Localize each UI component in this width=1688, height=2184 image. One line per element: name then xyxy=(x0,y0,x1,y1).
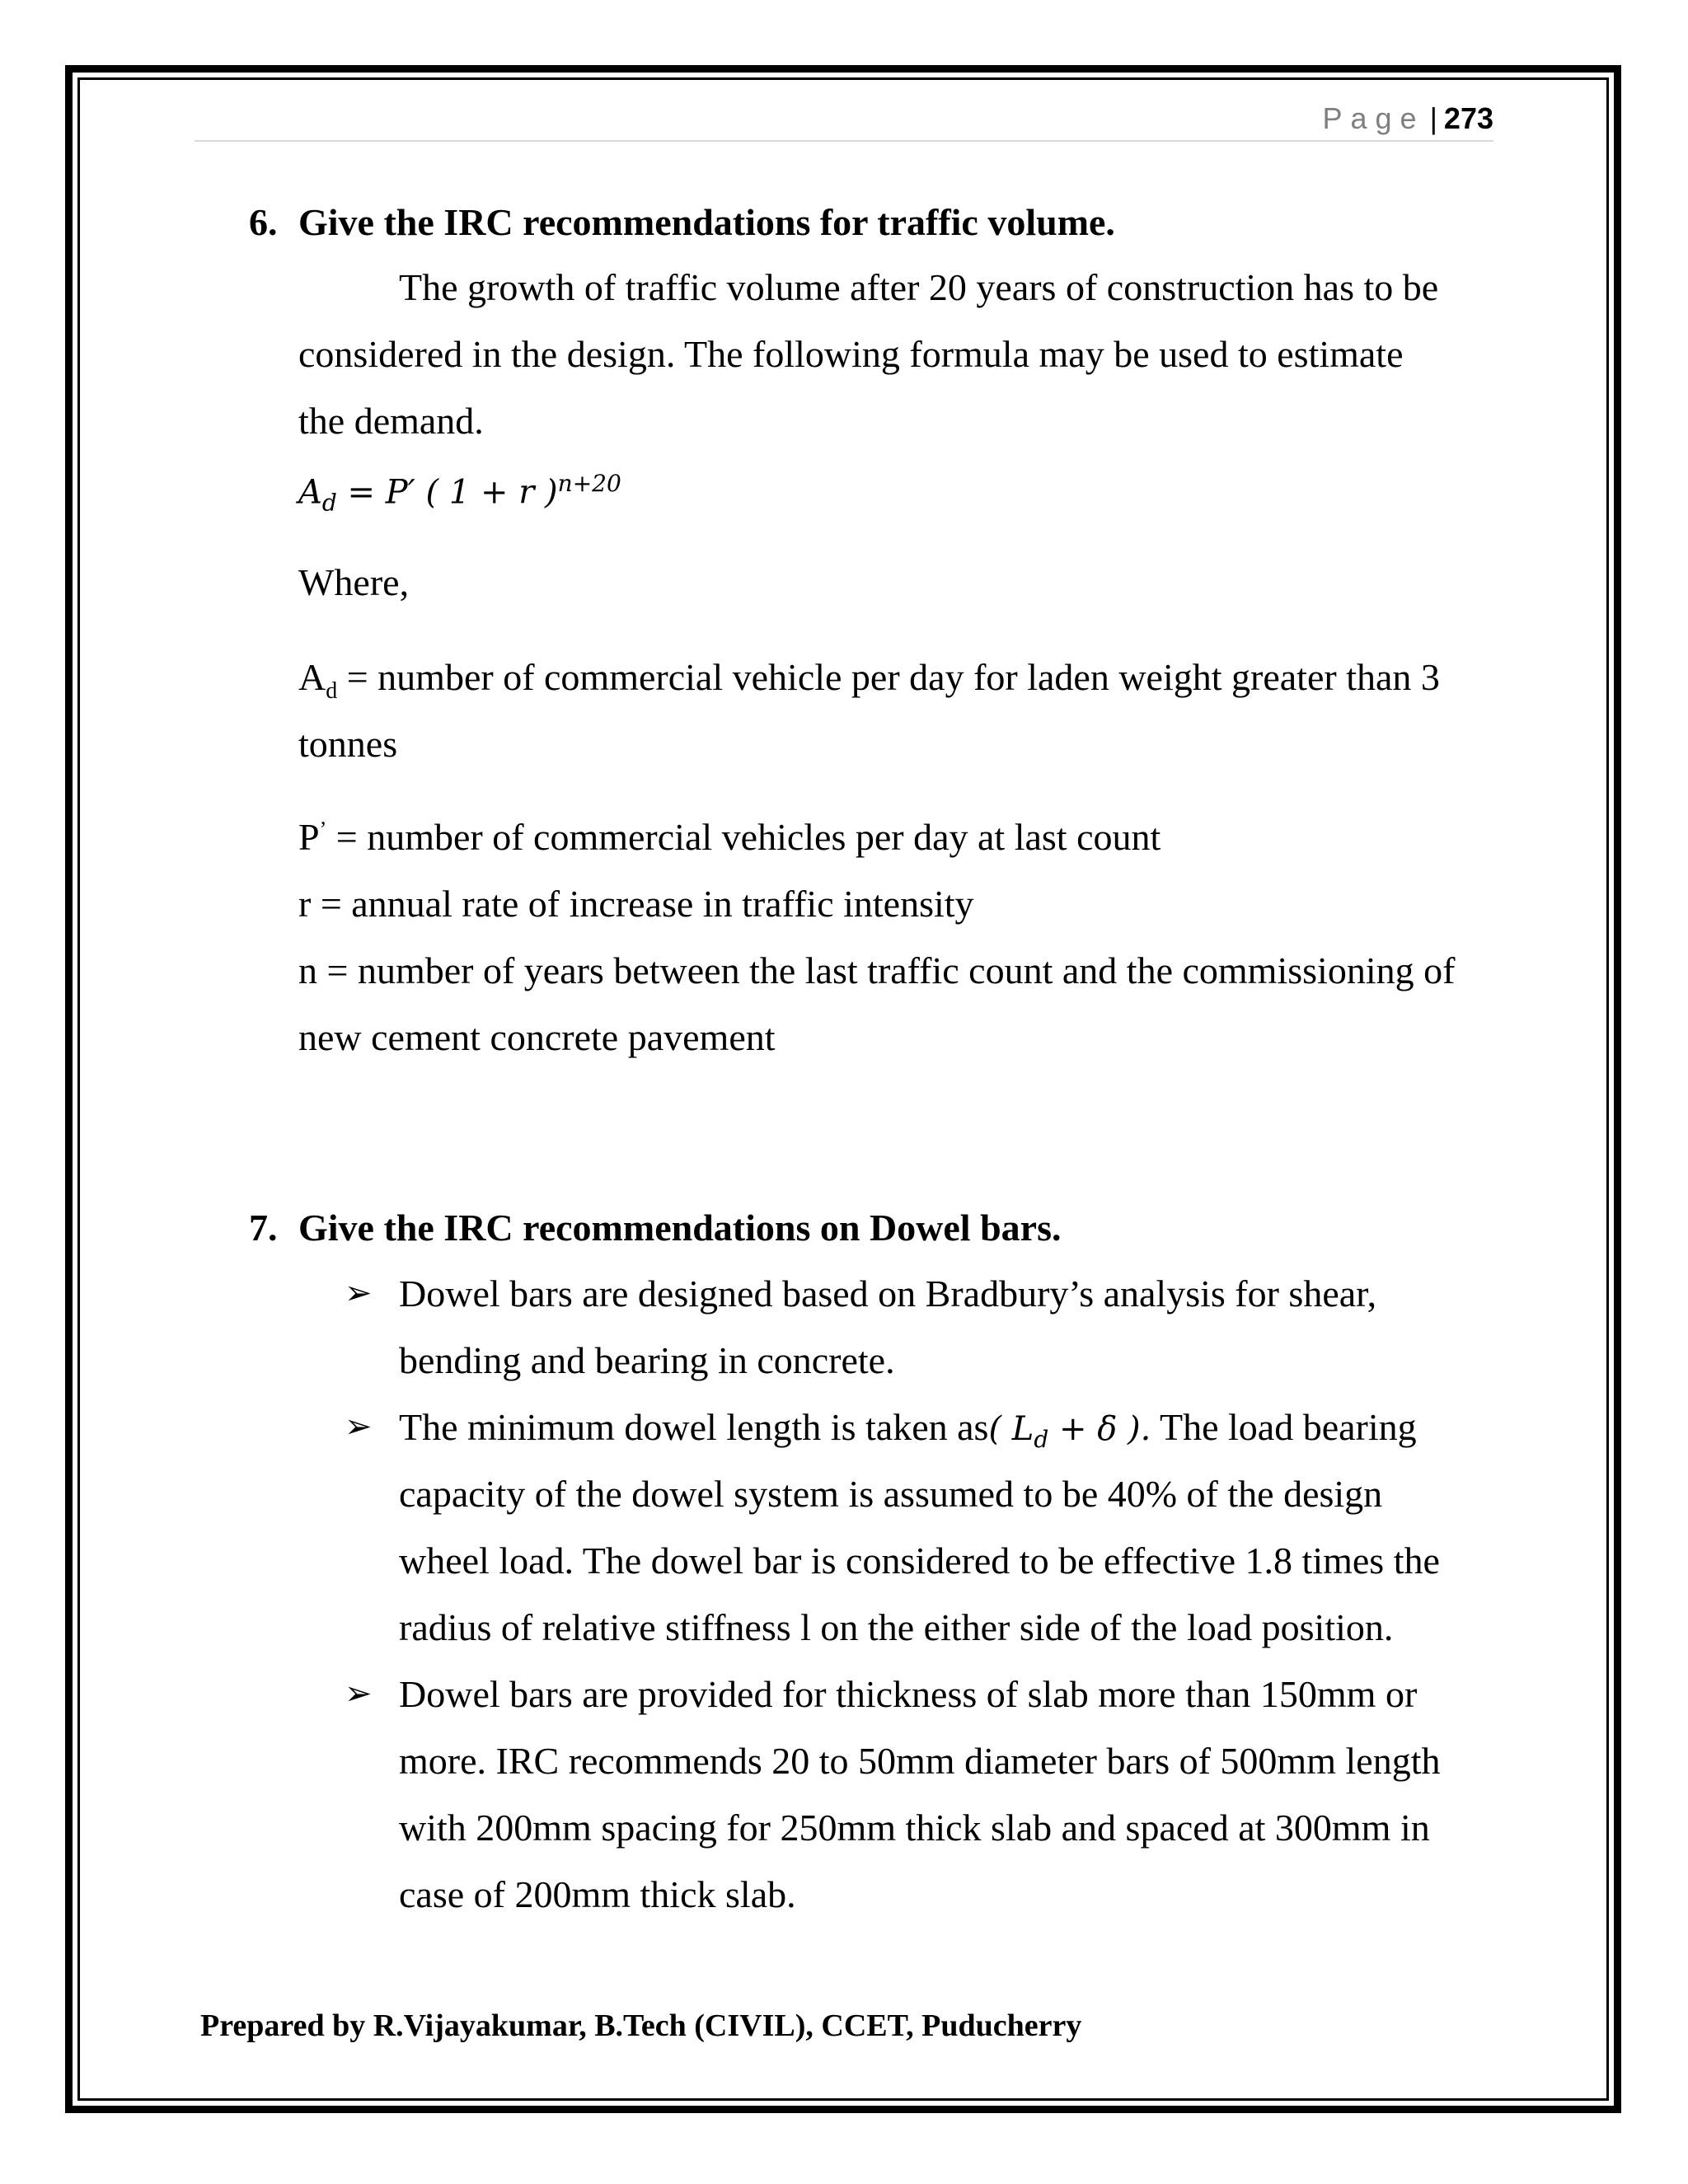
def-n-line-1: n = number of years between the last traffic count and the commissioning of xyxy=(298,949,1456,991)
question-7-number: 7. xyxy=(249,1207,278,1249)
formula-rhs-base: P′ ( 1 + r ) xyxy=(385,473,558,512)
bullet-2-line-3: wheel load. The dowel bar is considered to be effective 1.8 times the xyxy=(399,1540,1440,1582)
q6-paragraph-line-1: The growth of traffic volume after 20 years of construction has to be xyxy=(399,266,1439,308)
def-n-line-2: new cement concrete pavement xyxy=(298,1016,776,1058)
formula-lhs-subscript: d xyxy=(321,489,337,517)
question-7-title: Give the IRC recommendations on Dowel bars. xyxy=(298,1207,1062,1249)
dowel-formula-open: ( L xyxy=(988,1410,1034,1448)
dowel-length-formula xyxy=(988,1410,1151,1453)
bullet-3-arrow-icon: ➢ xyxy=(345,1675,373,1713)
formula-equals: = xyxy=(347,473,376,512)
page-separator: | xyxy=(1429,101,1437,135)
def-ad-subscript: d xyxy=(326,678,338,705)
def-ad-text: = number of commercial vehicle per day for laden weight greater than 3 xyxy=(337,656,1440,698)
def-ad-symbol: A xyxy=(298,656,326,698)
def-p-symbol: P xyxy=(298,816,320,858)
question-6-title: Give the IRC recommendations for traffic volume. xyxy=(298,201,1115,243)
bullet-2-text-pre: The minimum dowel length is taken as xyxy=(399,1406,989,1448)
traffic-growth-formula xyxy=(298,470,621,516)
bullet-1-arrow-icon: ➢ xyxy=(345,1274,373,1312)
def-r-line: r = annual rate of increase in traffic intensity xyxy=(298,883,974,925)
bullet-3-line-1: Dowel bars are provided for thickness of slab more than 150mm or xyxy=(399,1673,1418,1715)
bullet-2-arrow-icon: ➢ xyxy=(345,1408,373,1446)
bullet-2-line-4: radius of relative stiffness l on the either side of the load position. xyxy=(399,1606,1394,1648)
dowel-formula-subscript: d xyxy=(1034,1426,1049,1453)
q6-paragraph-line-3: the demand. xyxy=(298,400,484,442)
bullet-1-line-2: bending and bearing in concrete. xyxy=(399,1339,895,1381)
formula-lhs: A xyxy=(298,473,322,512)
def-ad-line-2: tonnes xyxy=(298,723,398,765)
page-footer: Prepared by R.Vijayakumar, B.Tech (CIVIL), CCET, Puducherry xyxy=(200,2008,1082,2043)
bullet-2-line-2: capacity of the dowel system is assumed to be 40% of the design xyxy=(399,1473,1383,1515)
def-p-prime: ’ xyxy=(319,817,327,841)
bullet-3-line-4: case of 200mm thick slab. xyxy=(399,1873,796,1915)
bullet-3-line-3: with 200mm spacing for 250mm thick slab and spaced at 300mm in xyxy=(399,1807,1430,1849)
dowel-formula-close: + δ ). xyxy=(1048,1410,1151,1448)
q6-paragraph-line-2: considered in the design. The following formula may be used to estimate xyxy=(298,333,1404,375)
question-6-heading xyxy=(249,200,1115,244)
def-p-text: = number of commercial vehicles per day at last count xyxy=(326,816,1161,858)
question-7-heading xyxy=(249,1206,1062,1249)
formula-rhs-exponent: n+20 xyxy=(557,470,621,497)
page-number: 273 xyxy=(1443,101,1493,135)
bullet-3-line-2: more. IRC recommends 20 to 50mm diameter bars of 500mm length xyxy=(399,1740,1441,1782)
page-label: Page xyxy=(1322,101,1425,135)
bullet-2-line-1 xyxy=(399,1405,1417,1453)
question-6-number: 6. xyxy=(249,201,278,243)
def-ad-line-1 xyxy=(298,655,1440,705)
where-label: Where, xyxy=(298,561,410,603)
bullet-1-line-1: Dowel bars are designed based on Bradbury’s analysis for shear, xyxy=(399,1272,1377,1315)
bullet-2-text-post: The load bearing xyxy=(1151,1406,1417,1448)
def-p-line xyxy=(298,815,1160,859)
